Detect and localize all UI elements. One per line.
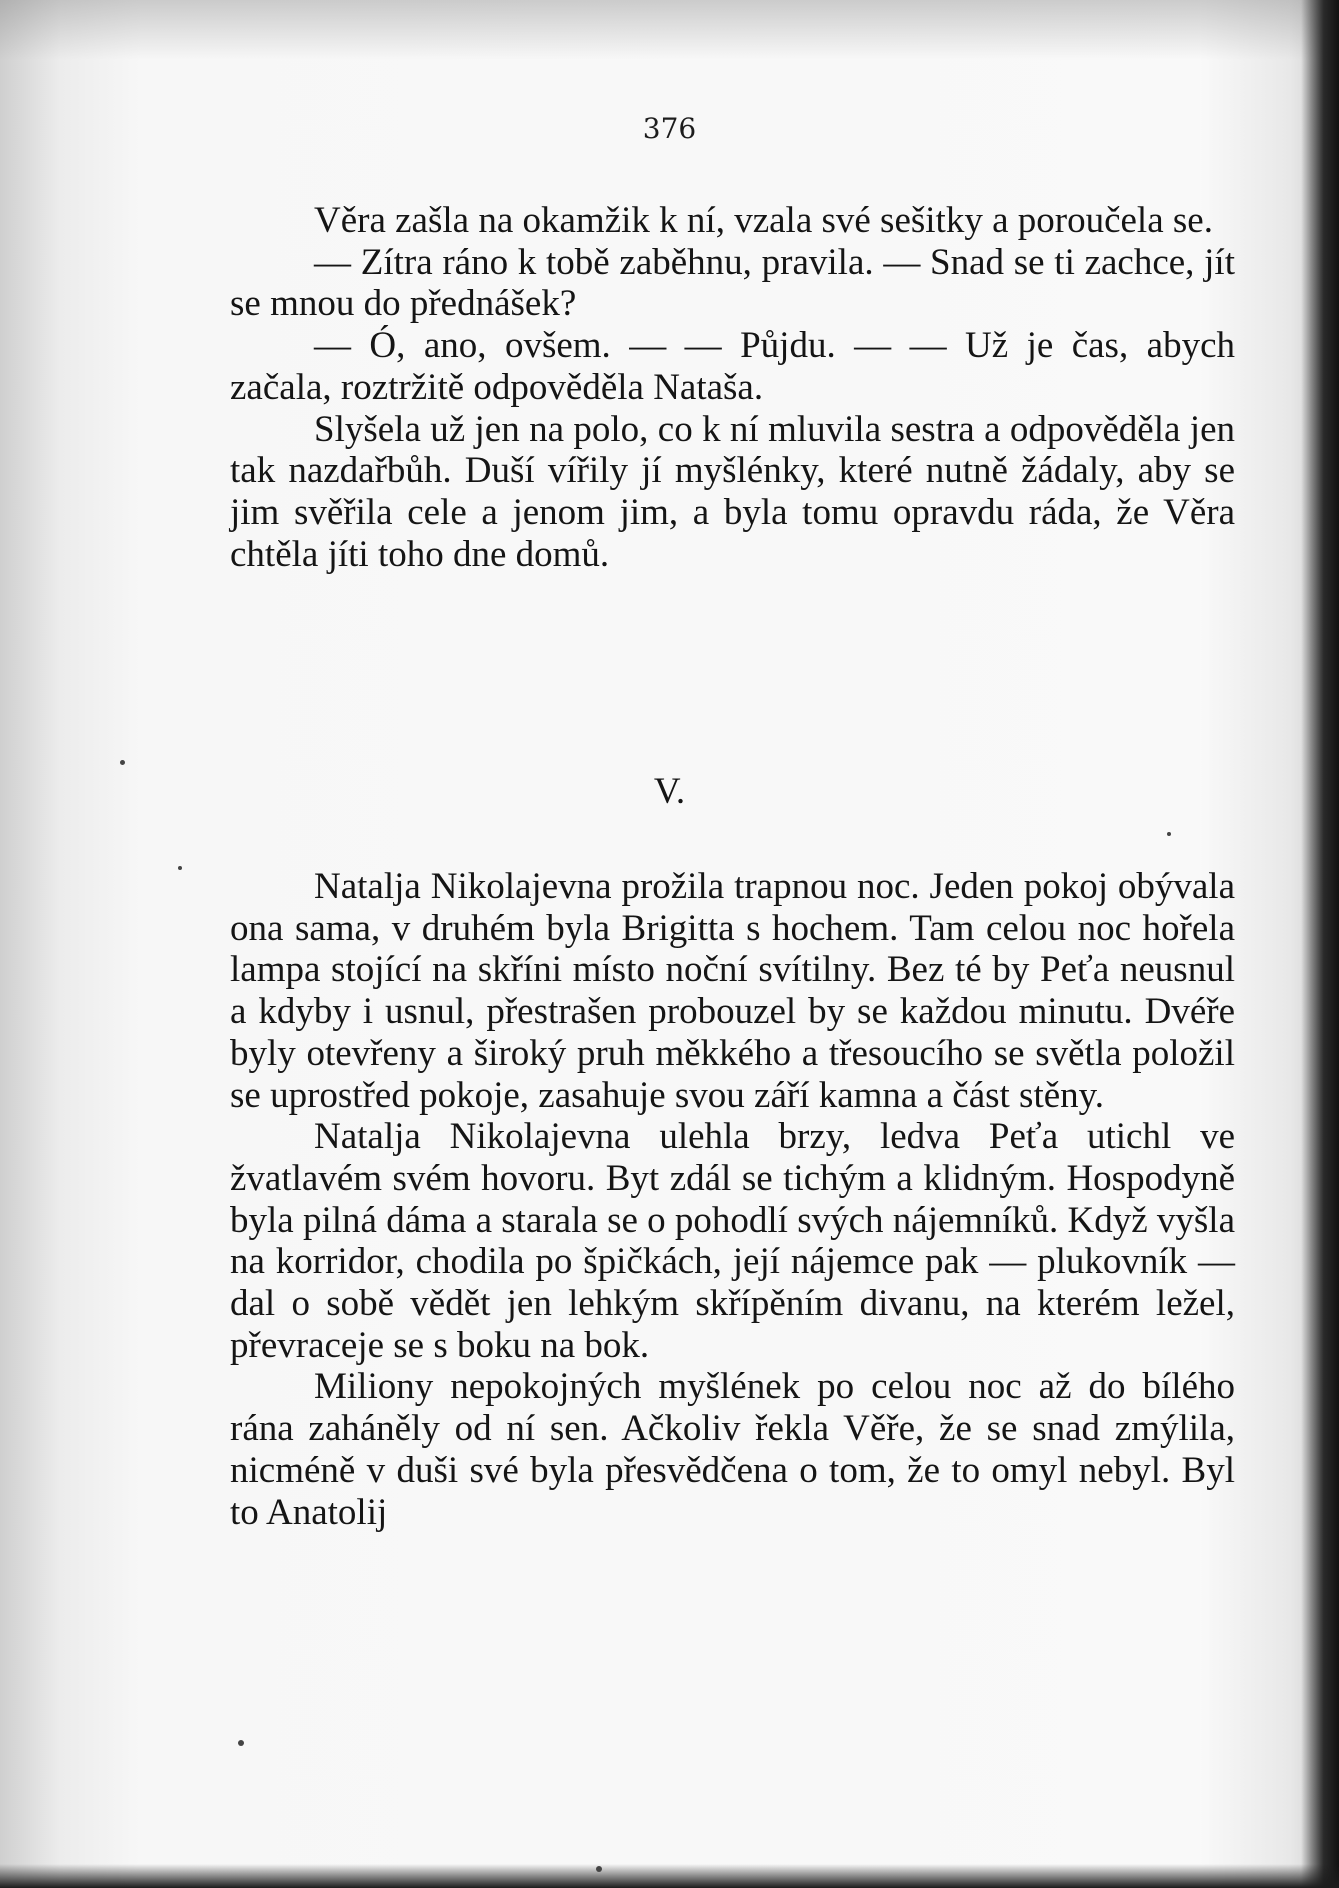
scan-speck bbox=[1167, 832, 1171, 836]
paragraph: Natalja Nikolajevna prožila trapnou noc. Jeden pokoj obývala ona sama, v druhém byla Brigitta s hochem. Tam celou noc hořela lampa stojící na skříni místo noční svítilny. Bez té by Peťa neusnul a kdyby i usnul, přestrašen probouzel by se každou minutu. Dvéře byly otevřeny a široký pruh měkkého a třesoucího se světla položil se uprostřed pokoje, zasahuje svou září kamna a část stěny. bbox=[230, 866, 1235, 1116]
paragraph: — Ó, ano, ovšem. — — Půjdu. — — Už je čas, abych začala, roztržitě odpověděla Nataša. bbox=[230, 325, 1235, 408]
scan-speck bbox=[596, 1866, 602, 1872]
scan-speck bbox=[178, 866, 182, 870]
paragraph: Slyšela už jen na polo, co k ní mluvila sestra a odpověděla jen tak nazdařbůh. Duší vířily jí myšlénky, které nutně žádaly, aby se jim svěřila cele a jenom jim, a byla tomu opravdu ráda, že Věra chtěla jíti toho dne domů. bbox=[230, 408, 1235, 575]
scan-shadow-bottom bbox=[0, 1864, 1339, 1888]
paragraph: Natalja Nikolajevna ulehla brzy, ledva Peťa utichl ve žvatlavém svém hovoru. Byt zdál se tichým a klidným. Hospodyně byla pilná dáma a starala se o pohodlí svých nájemníků. Když vyšla na korridor, chodila po špičkách, její nájemce pak — plukovník — dal o sobě vědět jen lehkým skřípěním divanu, na kterém ležel, převraceje se s boku na bok. bbox=[230, 1116, 1235, 1366]
paragraph: Miliony nepokojných myšlének po celou noc až do bílého rána zaháněly od ní sen. Ačkoliv řekla Věře, že se snad zmýlila, nicméně v duši své byla přesvědčena o tom, že to omyl nebyl. Byl to Anatolij bbox=[230, 1366, 1235, 1533]
scan-shadow-right bbox=[1301, 0, 1339, 1888]
scan-speck bbox=[238, 1740, 244, 1746]
paragraph: — Zítra ráno k tobě zaběhnu, pravila. — Snad se ti zachce, jít se mnou do přednášek? bbox=[230, 241, 1235, 325]
chapter-heading: V. bbox=[653, 771, 686, 812]
text-block-after-chapter bbox=[230, 866, 1235, 1533]
scan-shadow-top bbox=[0, 0, 1339, 60]
page-number: 376 bbox=[642, 112, 697, 145]
scan-speck bbox=[120, 760, 125, 765]
text-block-before-chapter bbox=[230, 200, 1235, 575]
paragraph: Věra zašla na okamžik k ní, vzala své sešitky a poroučela se. bbox=[314, 200, 1213, 241]
